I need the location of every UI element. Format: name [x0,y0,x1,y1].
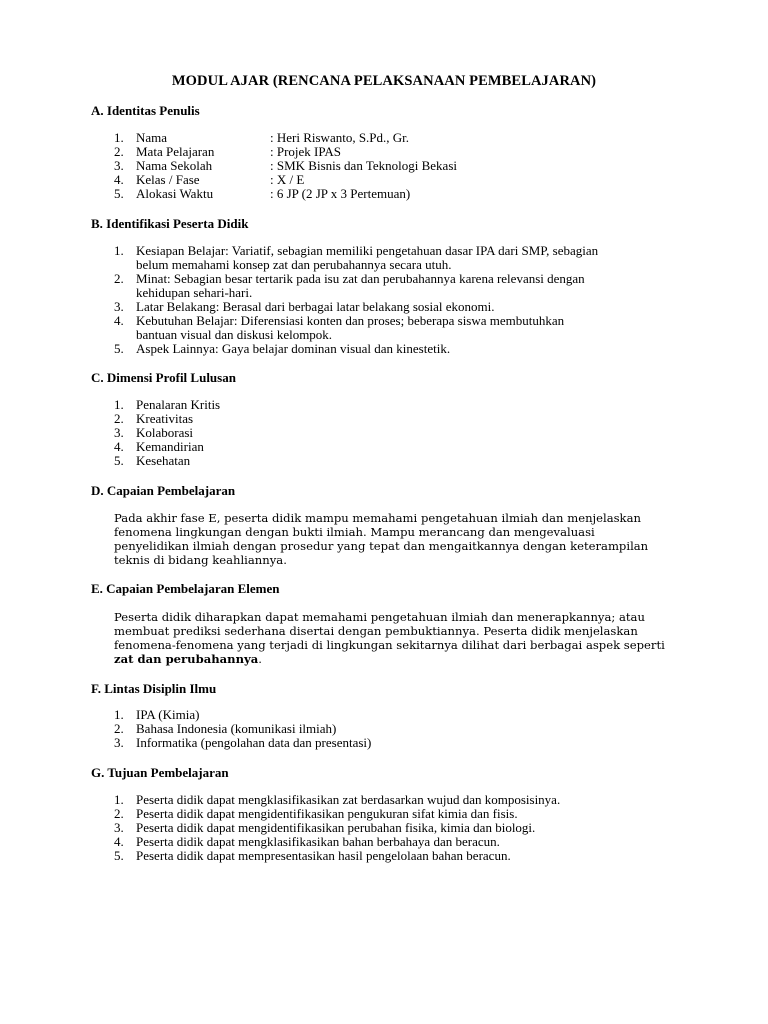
capaian-pembelajaran-paragraph [114,511,674,567]
paragraph-tail: . [258,652,262,666]
section-heading-capaian-pembelajaran-elemen: E. Capaian Pembelajaran Elemen [91,581,280,596]
paragraph-line: membuat prediksi sederhana disertai dengan pembuktiannya. Peserta didik menjelaskan [114,624,638,638]
section-heading-dimensi-profil-lulusan: C. Dimensi Profil Lulusan [91,370,236,385]
section-heading-capaian-pembelajaran: D. Capaian Pembelajaran [91,483,236,498]
paragraph-line: penyelidikan ilmiah dengan prosedur yang tepat dan mengaitkannya dengan keterampilan [114,539,649,553]
document-title: MODUL AJAR (RENCANA PELAKSANAAN PEMBELAJARAN) [171,73,597,89]
bold-phrase: zat dan perubahannya [114,652,259,666]
paragraph-line: fenomena-fenomena yang terjadi di lingkungan sekitarnya dilihat dari berbagai aspek seperti [114,638,665,652]
paragraph-line: fenomena lingkungan dengan bukti ilmiah. Mampu merancang dan mengevaluasi [114,525,595,539]
section-heading-identitas-penulis: A. Identitas Penulis [91,103,200,118]
paragraph-line: Peserta didik diharapkan dapat memahami pengetahuan ilmiah dan menerapkannya; atau [114,610,645,624]
section-heading-identifikasi-peserta-didik: B. Identifikasi Peserta Didik [91,216,249,231]
section-heading-tujuan-pembelajaran: G. Tujuan Pembelajaran [91,765,229,780]
document-page: MODUL AJAR (RENCANA PELAKSANAAN PEMBELAJARAN) A. Identitas Penulis 1. Nama : Heri Riswanto, S.Pd., Gr. 2. Mata Pelajaran : Projek IPAS 3. Nama Sekolah : SMK Bisnis dan Teknologi Bekasi 4. Kelas / Fase : X / E 5. Alokasi Waktu : 6 JP (2 JP x 3 Pertemuan) B. Identifikasi Peserta Didik 1. Kesiapan Belajar: Variatif, sebagian memiliki pengetahuan dasar IPA dari SMP, sebagian belum memahami konsep zat dan perubahannya secara utuh. 2. Minat: Sebagian besar tertarik pada isu zat dan perubahannya karena relevansi dengan kehidupan sehari-hari. 3. Latar Belakang: Berasal dari berbagai latar belakang sosial ekonomi. 4. Kebutuhan Belajar: Diferensiasi konten dan proses; beberapa siswa membutuhkan bantuan visual dan diskusi kelompok. 5. Aspek Lainnya: Gaya belajar dominan visual dan kinestetik. C. Dimensi Profil Lulusan 1. Penalaran Kritis 2. Kreativitas 3. Kolaborasi 4. Kemandirian 5. Kesehatan D. Capaian Pembelajaran Pada akhir fase E, peserta didik mampu memahami pengetahuan ilmiah dan menjelaskan fenomena lingkungan dengan bukti ilmiah. Mampu merancang dan mengevaluasi penyelidikan ilmiah dengan prosedur yang tepat dan mengaitkannya dengan keterampilan teknis di bidang keahliannya. E. Capaian Pembelajaran Elemen Peserta didik diharapkan dapat memahami pengetahuan ilmiah dan menerapkannya; atau membuat prediksi sederhana disertai dengan pembuktiannya. Peserta didik menjelaskan fenomena-fenomena yang terjadi di lingkungan sekitarnya dilihat dari berbagai aspek seperti zat dan perubahannya. F. Lintas Disiplin Ilmu 1. IPA (Kimia) 2. Bahasa Indonesia (komunikasi ilmiah) 3. Informatika (pengolahan data dan presentasi) G. Tujuan Pembelajaran 1. Peserta didik dapat mengklasifikasikan zat berdasarkan wujud dan komposisinya. 2. Peserta didik dapat mengidentifikasikan pengukuran sifat kimia dan fisis. 3. Peserta didik dapat mengidentifikasikan perubahan fisika, kimia dan biologi. 4. Peserta didik dapat mengklasifikasikan bahan berbahaya dan beracun. 5. Peserta didik dapat mempresentasikan hasil pengelolaan bahan beracun. [0,0,768,1024]
paragraph-line: teknis di bidang keahliannya. [114,553,287,567]
paragraph-line [114,652,674,666]
paragraph-line: Pada akhir fase E, peserta didik mampu memahami pengetahuan ilmiah dan menjelaskan [114,511,641,525]
capaian-elemen-paragraph [114,610,674,666]
section-heading-lintas-disiplin-ilmu: F. Lintas Disiplin Ilmu [91,681,217,696]
